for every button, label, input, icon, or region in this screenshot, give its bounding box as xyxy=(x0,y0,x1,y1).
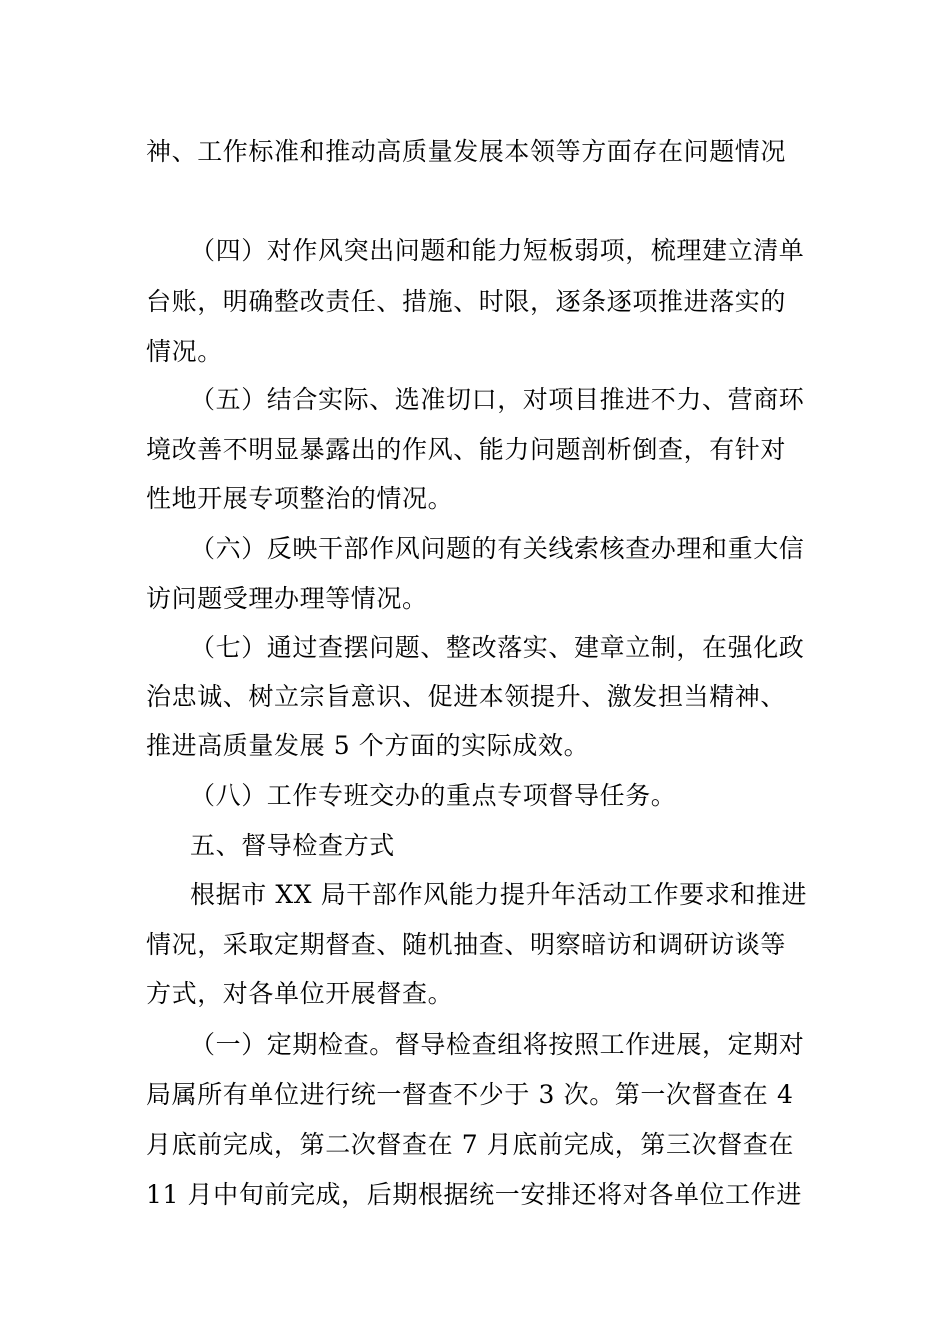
text-line: 情况，采取定期督查、随机抽查、明察暗访和调研访谈等 xyxy=(146,930,787,959)
paragraph-heading-7: （七）通过查摆问题、整改落实、建章立制，在强化政 xyxy=(190,633,805,662)
text-line: 情况。 xyxy=(146,337,223,366)
text-line: 根据市 XX 局干部作风能力提升年活动工作要求和推进 xyxy=(190,880,808,909)
paragraph-heading-4: （四）对作风突出问题和能力短板弱项，梳理建立清单 xyxy=(190,236,805,265)
text-line: 月底前完成，第二次督查在 7 月底前完成，第三次督查在 xyxy=(146,1130,795,1159)
paragraph-heading-8: （八）工作专班交办的重点专项督导任务。 xyxy=(190,781,677,810)
text-line: 11 月中旬前完成，后期根据统一安排还将对各单位工作进 xyxy=(146,1180,802,1209)
text-line: 访问题受理办理等情况。 xyxy=(146,584,428,613)
text-line: 推进高质量发展 5 个方面的实际成效。 xyxy=(146,731,590,760)
text-line: 局属所有单位进行统一督查不少于 3 次。第一次督查在 4 xyxy=(146,1080,794,1109)
text-line: 台账，明确整改责任、措施、时限，逐条逐项推进落实的 xyxy=(146,287,787,316)
text-line: 神、工作标准和推动高质量发展本领等方面存在问题情况 xyxy=(146,137,787,166)
text-line: 性地开展专项整治的情况。 xyxy=(146,484,454,513)
text-line: 治忠诚、树立宗旨意识、促进本领提升、激发担当精神、 xyxy=(146,682,787,711)
paragraph-heading-6: （六）反映干部作风问题的有关线索核查办理和重大信 xyxy=(190,534,805,563)
text-line: 方式，对各单位开展督查。 xyxy=(146,979,454,1008)
section-heading: 五、督导检查方式 xyxy=(190,831,395,860)
text-line: 境改善不明显暴露出的作风、能力问题剖析倒查，有针对 xyxy=(146,435,787,464)
paragraph-heading-5: （五）结合实际、选准切口，对项目推进不力、营商环 xyxy=(190,385,805,414)
paragraph-heading-1: （一）定期检查。督导检查组将按照工作进展，定期对 xyxy=(190,1030,805,1059)
